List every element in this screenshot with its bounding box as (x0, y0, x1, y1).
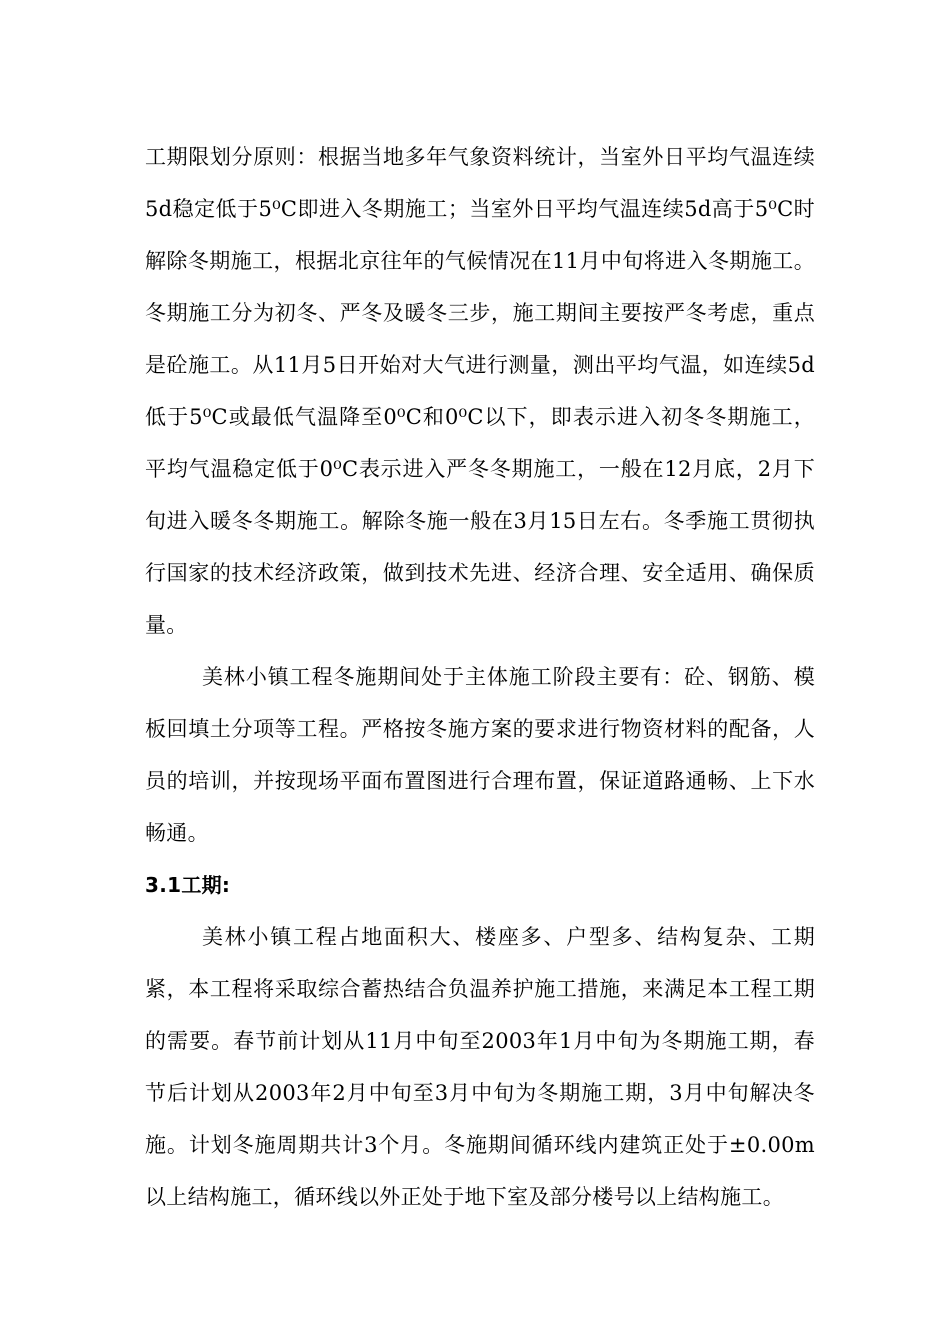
paragraph-winter-construction-principles: 工期限划分原则：根据当地多年气象资料统计，当室外日平均气温连续5d稳定低于5⁰C即进入冬期施工；当室外日平均气温连续5d高于5⁰C时解除冬期施工，根据北京往年的气候情况在11月中旬将进入冬期施工。冬期施工分为初冬、严冬及暖冬三步，施工期间主要按严冬考虑，重点是砼施工。从11月5日开始对大气进行测量，测出平均气温，如连续5d低于5⁰C或最低气温降至0⁰C和0⁰C以下，即表示进入初冬冬期施工，平均气温稳定低于0⁰C表示进入严冬冬期施工，一般在12月底，2月下旬进入暖冬冬期施工。解除冬施一般在3月15日左右。冬季施工贯彻执行国家的技术经济政策，做到技术先进、经济合理、安全适用、确保质量。 (145, 145, 815, 637)
paragraph-schedule-details: 美林小镇工程占地面积大、楼座多、户型多、结构复杂、工期紧，本工程将采取综合蓄热结合负温养护施工措施，来满足本工程工期的需要。春节前计划从11月中旬至2003年1月中旬为冬期施工期，春节后计划从2003年2月中旬至3月中旬为冬期施工期，3月中旬解决冬施。计划冬施周期共计3个月。冬施期间循环线内建筑正处于±0.00m 以上结构施工，循环线以外正处于地下室及部分楼号以上结构施工。 (145, 925, 815, 1209)
document-body (145, 131, 815, 1223)
paragraph-meilin-town-overview: 美林小镇工程冬施期间处于主体施工阶段主要有：砼、钢筋、模板回填土分项等工程。严格按冬施方案的要求进行物资材料的配备，人员的培训，并按现场平面布置图进行合理布置，保证道路通畅、上下水畅通。 (145, 665, 815, 845)
section-heading-schedule: 3.1工期: (145, 873, 231, 897)
